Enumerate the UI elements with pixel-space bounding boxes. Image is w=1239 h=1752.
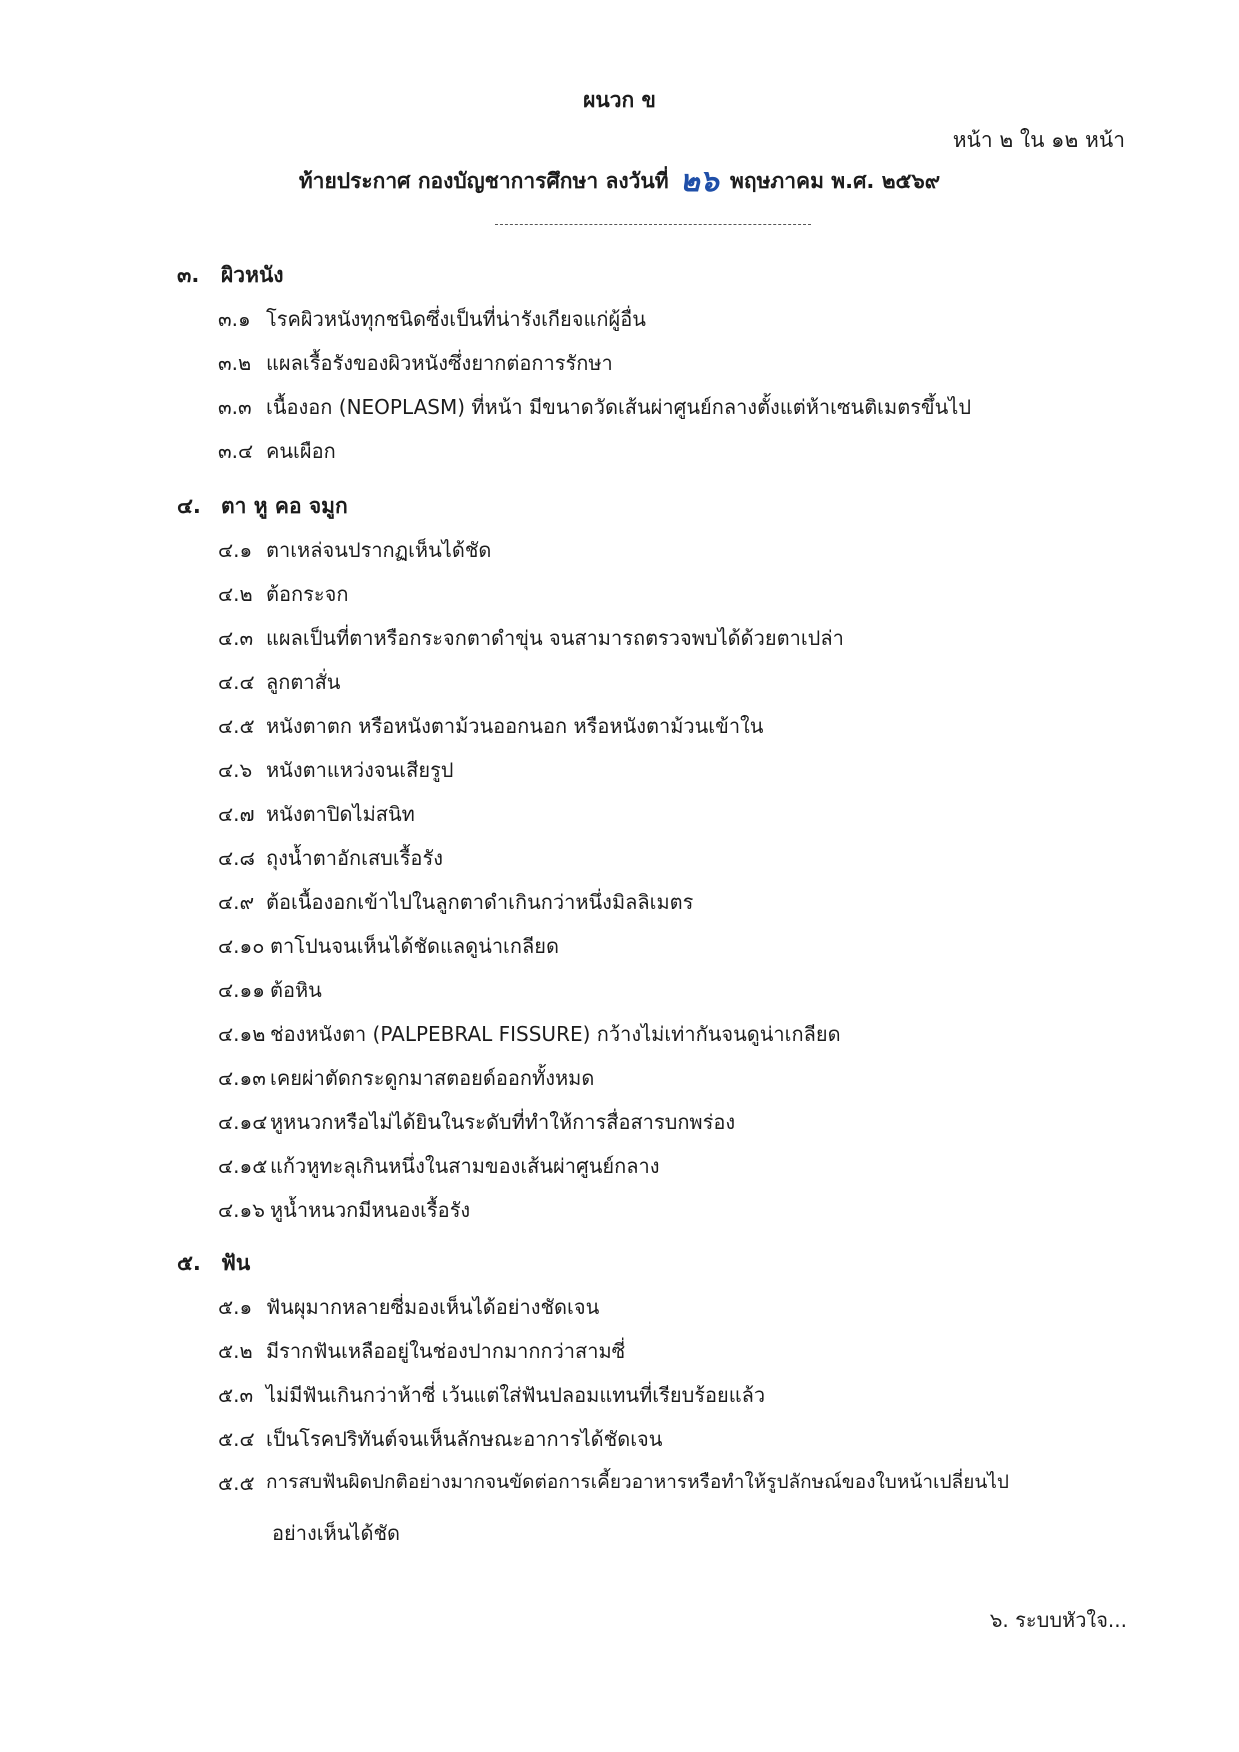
item-number: ๓.๔: [218, 439, 254, 463]
item-number: ๔.๑๐: [218, 934, 265, 958]
list-item: [218, 1150, 659, 1182]
list-item: [218, 710, 763, 742]
page-number: หน้า ๒ ใน ๑๒ หน้า: [952, 128, 1125, 152]
item-number: ๕.๕: [218, 1471, 255, 1495]
item-text: คนเผือก: [266, 439, 336, 463]
announcement-line: [0, 158, 1239, 205]
item-text: ฟันผุมากหลายซี่มองเห็นได้อย่างชัดเจน: [266, 1295, 600, 1319]
list-item: [218, 1194, 470, 1226]
item-text: เป็นโรคปริทันต์จนเห็นลักษณะอาการได้ชัดเจน: [266, 1427, 663, 1451]
announcement-suffix: พฤษภาคม พ.ศ. ๒๕๖๙: [730, 169, 941, 193]
item-text: เคยผ่าตัดกระดูกมาสตอยด์ออกทั้งหมด: [270, 1066, 595, 1090]
item-text: แผลเป็นที่ตาหรือกระจกตาดำขุ่น จนสามารถตรวจพบได้ด้วยตาเปล่า: [266, 626, 844, 650]
section-heading-skin: [177, 259, 284, 292]
list-item: [218, 666, 340, 698]
item-continuation: อย่างเห็นได้ชัด: [272, 1521, 401, 1545]
list-item: [218, 842, 443, 874]
item-number: ๔.๘: [218, 846, 255, 870]
list-item: [218, 754, 454, 786]
item-number: ๓.๓: [218, 395, 252, 419]
item-text: ช่องหนังตา (PALPEBRAL FISSURE) กว้างไม่เท่ากันจนดูน่าเกลียด: [270, 1022, 841, 1046]
item-text: ลูกตาสั่น: [266, 670, 341, 694]
section-number: ๓.: [177, 263, 200, 287]
item-number: ๔.๑๔: [218, 1110, 268, 1134]
list-item: [218, 1062, 594, 1094]
item-first-line: [218, 1467, 1009, 1499]
item-number: ๔.๑๑: [218, 978, 265, 1002]
list-item: [218, 303, 646, 335]
annex-title: ผนวก ข: [583, 88, 656, 112]
list-item: [218, 1379, 765, 1411]
list-item: [218, 930, 559, 962]
section-number: ๕.: [177, 1251, 201, 1275]
item-text: โรคผิวหนังทุกชนิดซึ่งเป็นที่น่ารังเกียจแก่ผู้อื่น: [266, 307, 646, 331]
list-item: [218, 1106, 735, 1138]
divider-line: [495, 224, 811, 225]
next-page-indicator: ๖. ระบบหัวใจ...: [989, 1608, 1127, 1632]
list-item: [218, 798, 415, 830]
item-number: ๕.๔: [218, 1427, 255, 1451]
list-item: [218, 347, 613, 379]
list-item: [218, 1423, 662, 1455]
list-item: [218, 534, 491, 566]
list-item: [218, 1335, 625, 1367]
item-text: ตาโปนจนเห็นได้ชัดแลดูน่าเกลียด: [270, 934, 559, 958]
section-number: ๔.: [177, 494, 201, 518]
list-item: [218, 974, 322, 1006]
item-number: ๔.๑๕: [218, 1154, 268, 1178]
item-text: ต้อหิน: [270, 978, 322, 1002]
item-text: ต้อกระจก: [266, 582, 349, 606]
item-number: ๔.๑๒: [218, 1022, 266, 1046]
item-text: ถุงน้ำตาอักเสบเรื้อรัง: [266, 846, 443, 870]
item-text: หนังตาแหว่งจนเสียรูป: [266, 758, 454, 782]
item-number: ๔.๓: [218, 626, 254, 650]
item-number: ๔.๑๓: [218, 1066, 266, 1090]
item-number: ๔.๗: [218, 802, 255, 826]
list-item: [218, 391, 971, 423]
announcement-prefix: ท้ายประกาศ กองบัญชาการศึกษา ลงวันที่: [298, 169, 669, 193]
list-item: [218, 1467, 1009, 1549]
item-number: ๔.๔: [218, 670, 255, 694]
list-item: [218, 1018, 841, 1050]
item-text: ไม่มีฟันเกินกว่าห้าซี่ เว้นแต่ใส่ฟันปลอมแทนที่เรียบร้อยแล้ว: [266, 1383, 766, 1407]
item-text: หนังตาปิดไม่สนิท: [266, 802, 415, 826]
item-number: ๕.๒: [218, 1339, 253, 1363]
item-text: แผลเรื้อรังของผิวหนังซึ่งยากต่อการรักษา: [266, 351, 613, 375]
item-number: ๓.๒: [218, 351, 252, 375]
item-number: ๔.๖: [218, 758, 253, 782]
section-heading-eye-ear-throat-nose: [177, 490, 348, 523]
item-text: ตาเหล่จนปรากฏเห็นได้ชัด: [266, 538, 492, 562]
section-heading-teeth: [177, 1247, 250, 1280]
item-number: ๔.๕: [218, 714, 255, 738]
item-text: แก้วหูทะลุเกินหนึ่งในสามของเส้นผ่าศูนย์กลาง: [270, 1154, 660, 1178]
section-title: ผิวหนัง: [221, 263, 284, 287]
list-item: [218, 886, 693, 918]
section-title: ฟัน: [221, 1251, 251, 1275]
list-item: [218, 435, 336, 467]
item-number: ๔.๙: [218, 890, 255, 914]
item-text: หูหนวกหรือไม่ได้ยินในระดับที่ทำให้การสื่อสารบกพร่อง: [270, 1110, 736, 1134]
section-title: ตา หู คอ จมูก: [221, 494, 348, 518]
list-item: [218, 578, 348, 610]
item-number: ๔.๑: [218, 538, 253, 562]
item-number: ๕.๓: [218, 1383, 254, 1407]
item-number: ๔.๒: [218, 582, 253, 606]
item-text: เนื้องอก (NEOPLASM) ที่หน้า มีขนาดวัดเส้นผ่าศูนย์กลางตั้งแต่ห้าเซนติเมตรขึ้นไป: [266, 395, 972, 419]
item-text: หนังตาตก หรือหนังตาม้วนออกนอก หรือหนังตาม้วนเข้าใน: [266, 714, 764, 738]
list-item: [218, 622, 844, 654]
item-text: ต้อเนื้องอกเข้าไปในลูกตาดำเกินกว่าหนึ่งมิลลิเมตร: [266, 890, 694, 914]
item-text: หูน้ำหนวกมีหนองเรื้อรัง: [270, 1198, 471, 1222]
list-item: [218, 1291, 599, 1323]
item-text: การสบฟันผิดปกติอย่างมากจนขัดต่อการเคี้ยวอาหารหรือทำให้รูปลักษณ์ของใบหน้าเปลี่ยนไป: [266, 1471, 1009, 1493]
item-number: ๓.๑: [218, 307, 251, 331]
item-number: ๔.๑๖: [218, 1198, 265, 1222]
item-text: มีรากฟันเหลืออยู่ในช่องปากมากกว่าสามซี่: [266, 1339, 626, 1363]
handwritten-day: ๒๖: [679, 164, 719, 199]
item-number: ๕.๑: [218, 1295, 253, 1319]
